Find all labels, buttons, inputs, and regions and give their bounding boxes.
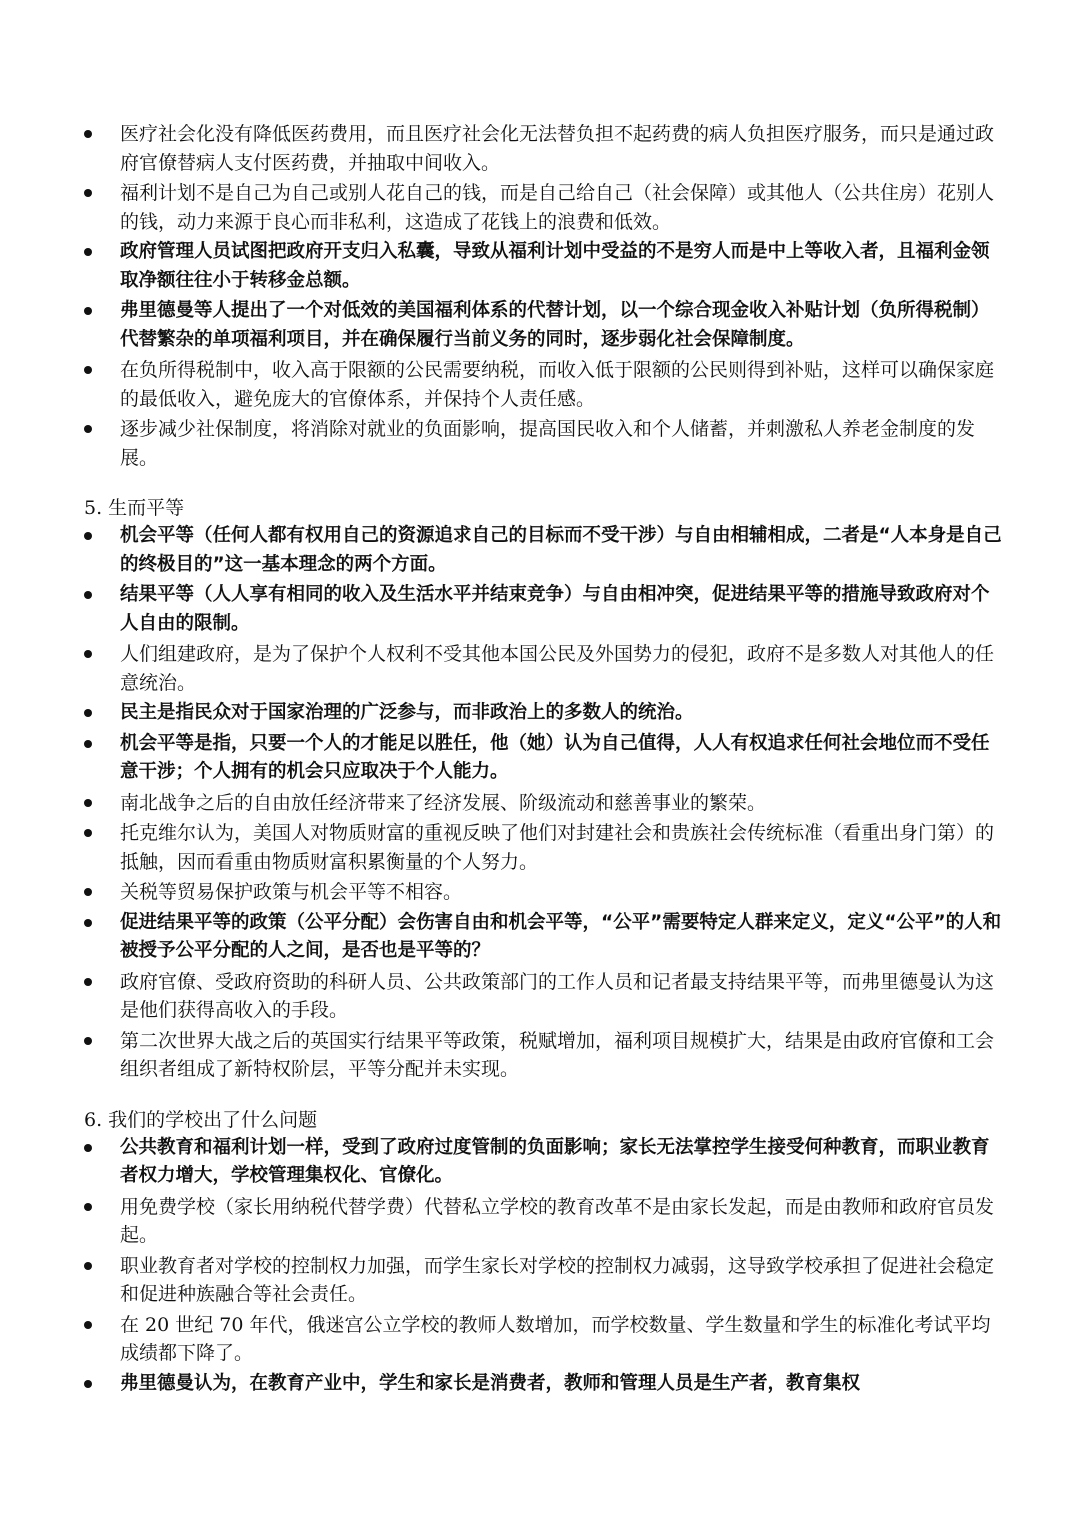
list-item-text: 在负所得税制中，收入高于限额的公民需要纳税，而收入低于限额的公民则得到补贴，这样可以确保家庭的最低收入，避免庞大的官僚体系，并保持个人责任感。: [120, 359, 995, 410]
bullet-dot-icon: [84, 248, 92, 256]
list-item: [84, 179, 1004, 236]
list-item: [84, 1134, 1004, 1191]
list-item: [84, 120, 1004, 177]
bullet-dot-icon: [84, 425, 92, 433]
bullet-dot-icon: [84, 1203, 92, 1211]
list-item-text: 机会平等是指，只要一个人的才能足以胜任，他（她）认为自己值得，人人有权追求任何社会地位而不受任意干涉；个人拥有的机会只应取决于个人能力。: [120, 732, 990, 782]
bullet-dot-icon: [84, 1144, 92, 1152]
bullet-dot-icon: [84, 189, 92, 197]
list-item-text: 托克维尔认为，美国人对物质财富的重视反映了他们对封建社会和贵族社会传统标准（看重出身门第）的抵触，因而看重由物质财富积累衡量的个人努力。: [120, 822, 995, 873]
list-item-text: 机会平等（任何人都有权用自己的资源追求自己的目标而不受干涉）与自由相辅相成，二者是“人本身是自己的终极目的”这一基本理念的两个方面。: [120, 525, 1002, 575]
list-item-text: 弗里德曼认为，在教育产业中，学生和家长是消费者，教师和管理人员是生产者，教育集权: [120, 1372, 861, 1394]
bullet-dot-icon: [84, 709, 92, 717]
list-item-text: 职业教育者对学校的控制权力加强，而学生家长对学校的控制权力减弱，这导致学校承担了促进社会稳定和促进种族融合等社会责任。: [120, 1254, 995, 1305]
list-item-text: 民主是指民众对于国家治理的广泛参与，而非政治上的多数人的统治。: [120, 702, 694, 723]
bullet-dot-icon: [84, 1321, 92, 1329]
list-item: [84, 730, 1004, 787]
list-item: [84, 297, 1004, 354]
list-item-text: 医疗社会化没有降低医药费用，而且医疗社会化无法替负担不起药费的病人负担医疗服务，而只是通过政府官僚替病人支付医药费，并抽取中间收入。: [120, 123, 995, 174]
list-item-text: 弗里德曼等人提出了一个对低效的美国福利体系的代替计划，以一个综合现金收入补贴计划（负所得税制）代替繁杂的单项福利项目，并在确保履行当前义务的同时，逐步弱化社会保障制度。: [120, 300, 990, 350]
bullet-dot-icon: [84, 591, 92, 599]
bullet-list: [84, 120, 1004, 472]
list-item: [84, 968, 1004, 1025]
bullet-dot-icon: [84, 366, 92, 374]
list-item: [84, 581, 1004, 638]
list-item-text: 人们组建政府，是为了保护个人权利不受其他本国公民及外国势力的侵犯，政府不是多数人对其他人的任意统治。: [120, 643, 995, 694]
list-item-text: 南北战争之后的自由放任经济带来了经济发展、阶级流动和慈善事业的繁荣。: [120, 791, 767, 814]
list-item-text: 第二次世界大战之后的英国实行结果平等政策，税赋增加，福利项目规模扩大，结果是由政府官僚和工会组织者组成了新特权阶层，平等分配并未实现。: [120, 1029, 995, 1080]
section-heading: 5. 生而平等: [84, 497, 185, 519]
document-content: [84, 120, 1004, 1400]
bullet-dot-icon: [84, 919, 92, 927]
list-item-text: 关税等贸易保护政策与机会平等不相容。: [120, 881, 463, 903]
list-item: [84, 1193, 1004, 1250]
bullet-dot-icon: [84, 307, 92, 315]
bullet-dot-icon: [84, 1380, 92, 1388]
list-item: [84, 238, 1004, 295]
list-item: [84, 522, 1004, 579]
list-item: [84, 1311, 1004, 1368]
list-item-text: 福利计划不是自己为自己或别人花自己的钱，而是自己给自己（社会保障）或其他人（公共住房）花别人的钱，动力来源于良心而非私利，这造成了花钱上的浪费和低效。: [120, 182, 995, 233]
bullet-dot-icon: [84, 740, 92, 748]
list-item: [84, 1252, 1004, 1309]
list-item: [84, 640, 1004, 697]
bullet-dot-icon: [84, 1037, 92, 1045]
list-item-text: 用免费学校（家长用纳税代替学费）代替私立学校的教育改革不是由家长发起，而是由教师和政府官员发起。: [120, 1195, 995, 1246]
bullet-dot-icon: [84, 650, 92, 658]
list-item-text: 政府管理人员试图把政府开支归入私囊，导致从福利计划中受益的不是穷人而是中上等收入者，且福利金领取净额往往小于转移金总额。: [120, 241, 990, 291]
list-item: [84, 356, 1004, 413]
list-item-text: 逐步减少社保制度，将消除对就业的负面影响，提高国民收入和个人储蓄，并刺激私人养老金制度的发展。: [120, 418, 976, 469]
list-item: [84, 909, 1004, 966]
list-item: [84, 789, 1004, 818]
bullet-dot-icon: [84, 799, 92, 807]
list-item-text: 公共教育和福利计划一样，受到了政府过度管制的负面影响；家长无法掌控学生接受何种教育，而职业教育者权力增大，学校管理集权化、官僚化。: [120, 1136, 990, 1186]
list-item: [84, 878, 1004, 907]
bullet-dot-icon: [84, 888, 92, 896]
bullet-dot-icon: [84, 1262, 92, 1270]
list-item: [84, 819, 1004, 876]
bullet-dot-icon: [84, 532, 92, 540]
list-item-text: 结果平等（人人享有相同的收入及生活水平并结束竞争）与自由相冲突，促进结果平等的措施导致政府对个人自由的限制。: [120, 584, 990, 634]
bullet-dot-icon: [84, 130, 92, 138]
list-item-text: 在 20 世纪 70 年代，俄迷宫公立学校的教师人数增加，而学校数量、学生数量和学生的标准化考试平均成绩都下降了。: [120, 1313, 991, 1364]
bullet-list: [84, 522, 1004, 1084]
list-item: [84, 415, 1004, 472]
list-item: [84, 1027, 1004, 1084]
list-item-text: 促进结果平等的政策（公平分配）会伤害自由和机会平等，“公平”需要特定人群来定义，定义“公平”的人和被授予公平分配的人之间，是否也是平等的？: [120, 911, 1002, 961]
list-item: [84, 1370, 1004, 1399]
list-item-text: 政府官僚、受政府资助的科研人员、公共政策部门的工作人员和记者最支持结果平等，而弗里德曼认为这是他们获得高收入的手段。: [120, 970, 995, 1021]
bullet-list: [84, 1134, 1004, 1399]
list-item: [84, 699, 1004, 728]
section-heading: 6. 我们的学校出了什么问题: [84, 1108, 318, 1131]
bullet-dot-icon: [84, 829, 92, 837]
bullet-dot-icon: [84, 978, 92, 986]
